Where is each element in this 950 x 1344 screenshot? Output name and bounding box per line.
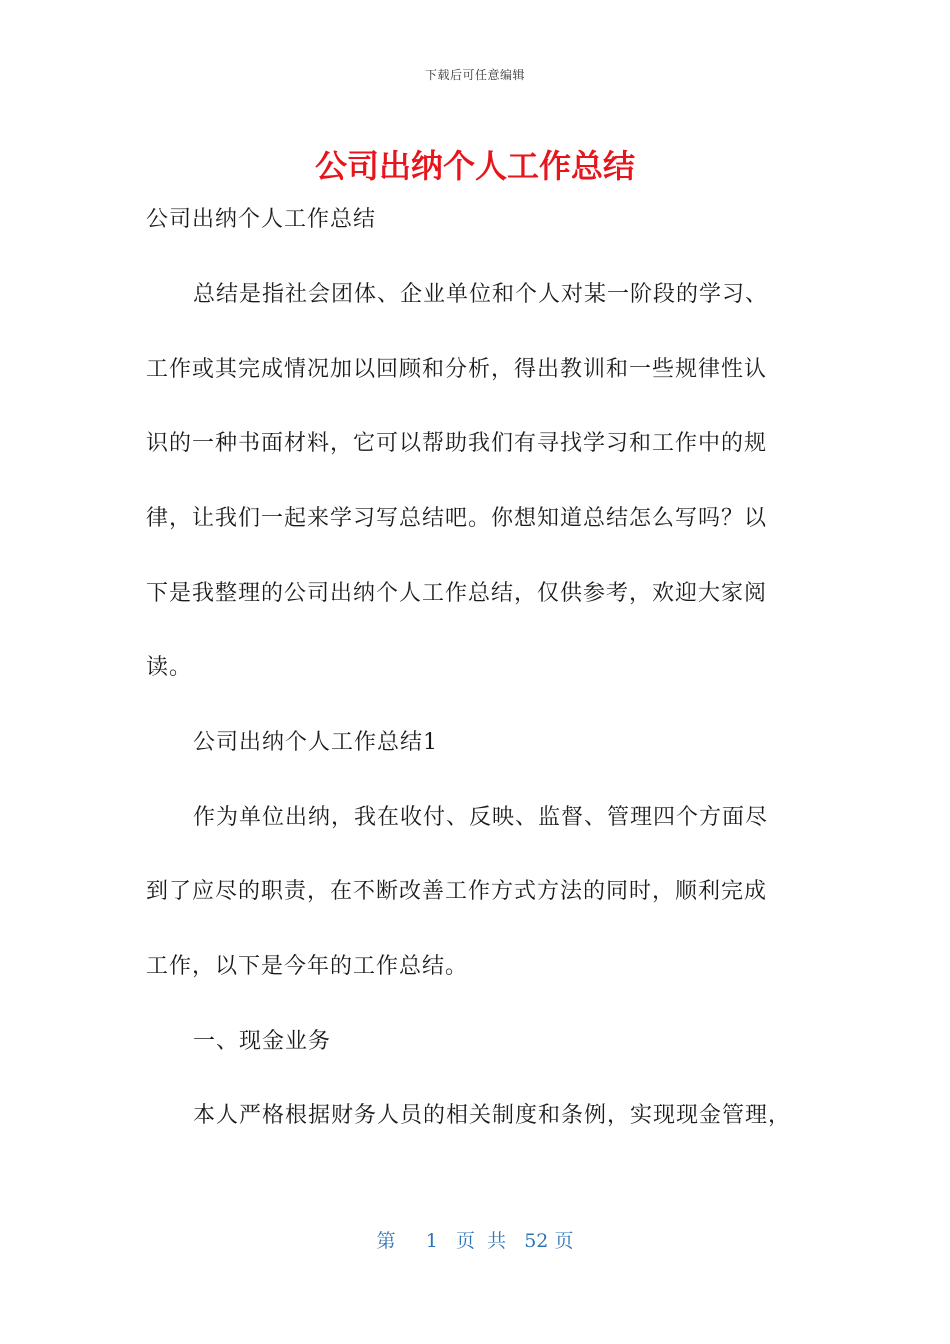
footer-suffix: 页 xyxy=(554,1230,574,1252)
body-line: 到了应尽的职责，在不断改善工作方式方法的同时，顺利完成 xyxy=(146,879,768,904)
body-line: 识的一种书面材料，它可以帮助我们有寻找学习和工作中的规 xyxy=(146,431,768,456)
header-note: 下载后可任意编辑 xyxy=(424,68,525,82)
page-footer xyxy=(0,1226,950,1253)
body-line: 读。 xyxy=(146,655,193,680)
footer-total-pages: 52 xyxy=(524,1230,549,1252)
footer-page-number: 1 xyxy=(425,1230,438,1252)
body-line: 下是我整理的公司出纳个人工作总结，仅供参考，欢迎大家阅 xyxy=(146,581,768,606)
body-line: 律，让我们一起来学习写总结吧。你想知道总结怎么写吗？以 xyxy=(146,506,768,531)
footer-middle: 页 共 xyxy=(455,1230,507,1252)
document-title: 公司出纳个人工作总结 xyxy=(314,147,635,185)
section-heading: 公司出纳个人工作总结1 xyxy=(193,730,438,755)
body-line: 总结是指社会团体、企业单位和个人对某一阶段的学习、 xyxy=(193,282,769,307)
body-line: 工作或其完成情况加以回顾和分析，得出教训和一些规律性认 xyxy=(146,357,768,382)
body-line: 作为单位出纳，我在收付、反映、监督、管理四个方面尽 xyxy=(193,805,769,830)
body-line: 工作，以下是今年的工作总结。 xyxy=(146,954,469,979)
subsection-heading: 一、现金业务 xyxy=(193,1029,332,1054)
body-line: 本人严格根据财务人员的相关制度和条例，实现现金管理， xyxy=(193,1103,792,1128)
footer-prefix: 第 xyxy=(376,1230,396,1252)
body-line: 公司出纳个人工作总结 xyxy=(146,207,377,232)
